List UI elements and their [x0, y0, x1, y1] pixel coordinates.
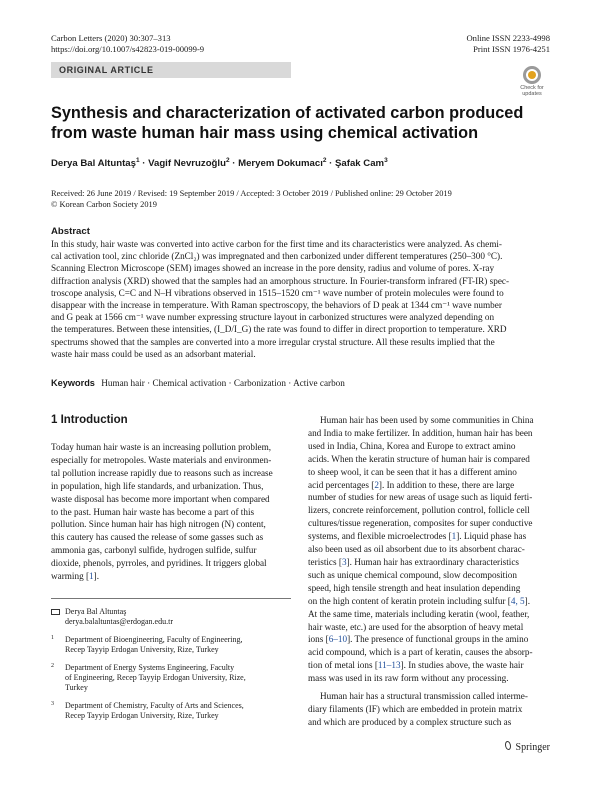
affiliation-line: Department of Chemistry, Faculty of Arts and Sciences, [65, 700, 244, 710]
body-text-line: tion of metal ions [11–13]. In studies above, the waste hair [308, 660, 524, 671]
author-affiliation-mark: 3 [384, 157, 388, 164]
citation-link[interactable]: 6–10 [328, 634, 348, 645]
body-text-line: At the same time, materials including keratin (wool, feather, [308, 608, 530, 619]
body-text-line: this cautery has caused the release of some gasses such as [51, 532, 264, 543]
body-text-line: mass was used in its raw form without any processing. [308, 673, 509, 684]
journal-meta [51, 33, 204, 55]
abstract-line: the temperatures. Between these intensities, (I_D/I_G) the rate was found to differ in direct proportion to temperature. XRD [51, 324, 507, 335]
body-text-line: waste disposal has become more important when compared [51, 493, 270, 504]
body-text-line: to the past. Human hair waste has become a part of this [51, 506, 255, 517]
affiliation-footnote [51, 635, 291, 656]
keywords-heading: Keywords [51, 378, 95, 388]
keywords-text: Human hair · Chemical activation · Carbonization · Active carbon [101, 378, 345, 388]
springer-horse-icon [504, 741, 512, 751]
citation-link[interactable]: 2 [374, 479, 379, 490]
publisher-logo [504, 741, 550, 753]
check-for-updates-label: Check for updates [520, 85, 544, 97]
right-column [308, 414, 550, 729]
body-text-line: and India to make fertilizer. In addition, human hair has been [308, 427, 533, 438]
body-text-line: dioxide, phenols, pyrroles, and pyridines. It triggers global [51, 558, 267, 569]
body-text-line: also been used as oil absorbent due to its absorbent charac- [308, 544, 525, 555]
footnotes [51, 607, 291, 722]
keywords [51, 378, 345, 388]
body-text-line: teristics [3]. Human hair has extraordinary characteristics [308, 556, 519, 567]
crossmark-icon [523, 66, 541, 84]
left-column [51, 441, 291, 583]
body-text-line: in population, high life standards, and urbanization. Thus, [51, 480, 264, 491]
body-text-line: used in India, China, Korea and Europe to extract amino [308, 440, 516, 451]
affiliation-line: Recep Tayyip Erdogan University, Rize, Turkey [65, 645, 219, 655]
affiliation-line: Department of Bioengineering, Faculty of Engineering, [65, 634, 243, 644]
affiliation-number: 1 [51, 634, 54, 641]
abstract-line: In this study, hair waste was converted into active carbon for the first time and its characteristics were analyzed. As chemi- [51, 239, 502, 249]
author-list [51, 157, 388, 169]
body-text-line: acid compound, which is a part of keratin, causes the absorp- [308, 647, 533, 658]
issn-meta [466, 33, 550, 55]
author-name: Şafak Cam [335, 158, 385, 170]
author-affiliation-mark: 2 [322, 157, 327, 164]
body-text-line: number of studies for new areas of usage such as liquid ferti- [308, 492, 533, 503]
body-text-line: acid percentages [2]. In addition to these, there are large [308, 479, 515, 490]
body-text-line: warming [1]. [51, 571, 99, 582]
author-affiliation-mark: 1 [135, 157, 140, 164]
author-name: Meryem Dokumacı [238, 158, 323, 170]
affiliation-line: Recep Tayyip Erdogan University, Rize, Turkey [65, 711, 219, 721]
author-name: Derya Bal Altuntaş [51, 158, 136, 170]
author-separator: · [139, 158, 149, 170]
body-text-line: and which are produced by a complex structure such as [308, 716, 512, 727]
abstract-line: spectrums showed that the samples are converted into a more irregular crystal structure. All these results implied that the [51, 336, 495, 347]
body-text-line: lizers, concrete reinforcement, pollution control, follicle cell [308, 505, 530, 516]
abstract-heading: Abstract [51, 226, 90, 237]
body-text-line: especially for metropoles. Waste materials and environmen- [51, 454, 272, 465]
title-line: from waste human hair mass using chemical activation [51, 124, 479, 142]
affiliation-number: 3 [51, 700, 54, 707]
citation-link[interactable]: 4, 5 [510, 595, 525, 606]
abstract-line: waste hair mass could be used as an adsorbant material. [51, 348, 256, 359]
body-text-line: ammonia gas, carbonyl sulfide, hydrogen sulfide, sulfur [51, 545, 257, 556]
body-text-line: cultures/tissue regeneration, composites for super conductive [308, 518, 533, 529]
abstract-body [51, 238, 551, 360]
doi-link[interactable]: https://doi.org/10.1007/s42823-019-00099-9 [51, 44, 205, 54]
citation-link[interactable]: 1 [89, 571, 94, 582]
author-separator: · [229, 158, 239, 170]
affiliation-footnote [51, 701, 291, 722]
check-for-updates-badge[interactable] [514, 66, 550, 100]
journal-citation: Carbon Letters (2020) 30:307–313 [51, 33, 171, 43]
abstract-line: troscope analysis, C=C and N–H vibrations observed in 1515–1520 cm⁻¹ wave number of protein molecules were found to [51, 287, 504, 298]
affiliation-number: 2 [51, 662, 54, 669]
abstract-line: diffraction analysis (XRD) showed that the samples had an amorphous structure. In Fourier-transform infrared (FT-IR) spec- [51, 275, 510, 286]
copyright-line: © Korean Carbon Society 2019 [51, 200, 157, 209]
body-text-line: Today human hair waste is an increasing pollution problem, [51, 442, 272, 452]
body-text-line: Human hair has a structural transmission called interme- [320, 691, 528, 702]
abstract-line: cal activation tool, zinc chloride (ZnCl₂) was impregnated and then carbonized under different temperatures (250–300 °C). [51, 251, 503, 262]
body-text-line: such as unique chemical compound, slow decomposition [308, 569, 517, 580]
body-text-line: acids. When the keratin structure of human hair is compared [308, 453, 530, 464]
body-text-line: hair waste, etc.) are used for the absorption of heavy metal [308, 621, 524, 632]
abstract-line: and G peak at 1566 cm⁻¹ wave number expressing structure layout in carbonized structures were analyzed depending on [51, 312, 495, 323]
citation-link[interactable]: 3 [341, 556, 347, 567]
abstract-line: Scanning Electron Microscope (SEM) images showed an increase in the pore density, radius and volume of pores. X-ray [51, 263, 495, 274]
body-text-line: tal pollution increase rapidly due to reasons such as increase [51, 467, 273, 478]
publication-history: Received: 26 June 2019 / Revised: 19 September 2019 / Accepted: 3 October 2019 / Published online: 29 October 2019 [51, 189, 452, 198]
author-separator: · [326, 158, 336, 170]
corresponding-author-name: Derya Bal Altuntaş [65, 607, 127, 616]
body-text-line: Human hair has been used by some communities in China [320, 415, 534, 425]
envelope-icon [51, 609, 60, 615]
body-text-line: ions [6–10]. The presence of functional groups in the amino [308, 634, 529, 645]
issn-online: Online ISSN 2233-4998 [466, 33, 550, 43]
body-text-line: systems, and flexible microelectrodes [1]. Liquid phase has [308, 531, 527, 542]
body-text-line: diary filaments (IF) which are embedded in protein matrix [308, 703, 523, 714]
body-text-line: on the high content of keratin protein including sulfur [4, 5]. [308, 595, 530, 606]
affiliation-footnote [51, 663, 291, 694]
section-heading-introduction: 1 Introduction [51, 414, 128, 426]
body-text-line: pollution. Since human hair has high nitrogen (N) content, [51, 519, 266, 530]
affiliation-line: of Engineering, Recep Tayyip Erdogan University, Rize, [65, 673, 246, 683]
author-name: Vagif Nevruzoğlu [148, 158, 226, 170]
abstract-line: disappear with the increase in temperature. With Raman spectroscopy, the behaviors of D peak at 1344 cm⁻¹ wave number [51, 300, 502, 311]
citation-link[interactable]: 11–13 [377, 660, 401, 671]
publisher-name: Springer [515, 742, 550, 753]
paper-title [51, 103, 524, 143]
body-text-line: to sheep wool, it can be seen that it has a different amino [308, 466, 517, 477]
title-line: Synthesis and characterization of activated carbon produced [51, 104, 524, 122]
citation-link[interactable]: 1 [451, 531, 457, 542]
article-dates [51, 188, 452, 210]
affiliation-line: Turkey [65, 683, 88, 693]
affiliation-line: Department of Energy Systems Engineering, Faculty [65, 662, 235, 672]
corresponding-author [51, 607, 291, 628]
body-text-line: speed, high tensile strength and heat insulation depending [308, 582, 521, 593]
author-affiliation-mark: 2 [225, 157, 230, 164]
footnote-divider [51, 598, 291, 599]
issn-print: Print ISSN 1976-4251 [473, 44, 550, 54]
article-type-banner: ORIGINAL ARTICLE [51, 62, 291, 78]
corresponding-author-email[interactable]: derya.balaltuntas@erdogan.edu.tr [65, 617, 173, 627]
